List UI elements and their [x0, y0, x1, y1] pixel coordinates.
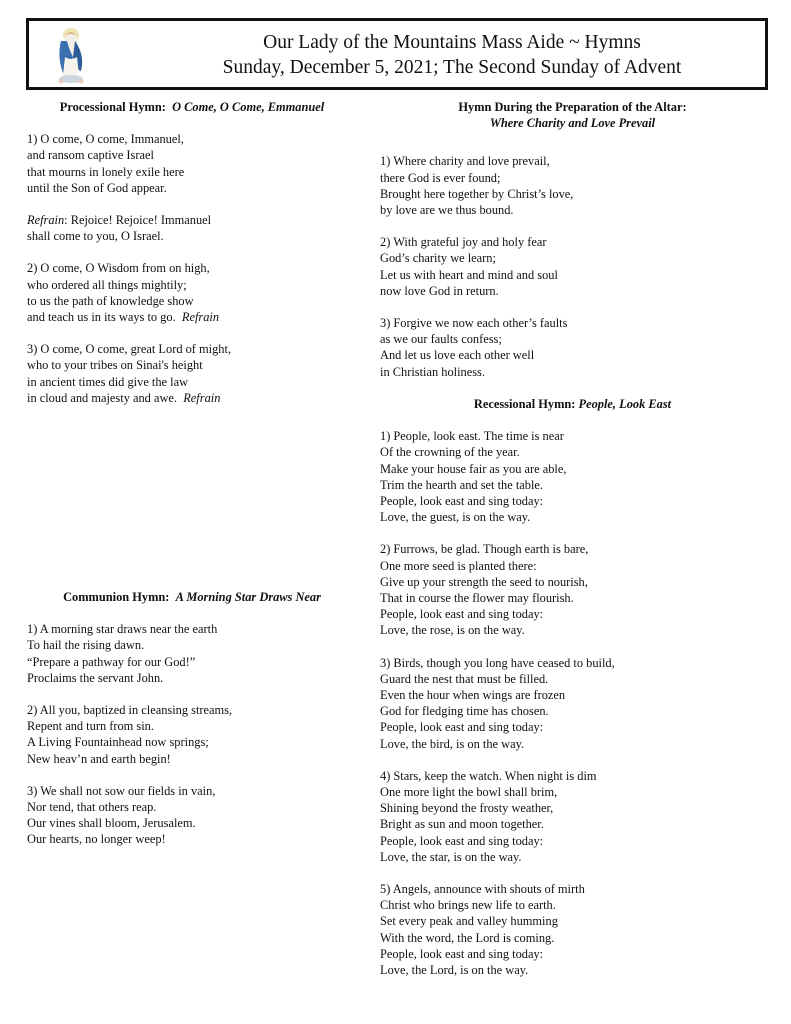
verse-line: People, look east and sing today:: [380, 833, 544, 848]
verse-line: Even the hour when wings are frozen: [380, 688, 566, 703]
verse-line: Guard the nest that must be filled.: [380, 671, 549, 686]
title-line-1: Our Lady of the Mountains Mass Aide ~ Hymns: [263, 32, 641, 53]
offertory-verse-1: [380, 153, 765, 218]
offertory-verse-3: [380, 315, 765, 380]
refrain-line-1: : Rejoice! Rejoice! Immanuel: [64, 213, 212, 228]
verse-line: in Christian holiness.: [380, 364, 485, 379]
verse-line: Repent and turn from sin.: [27, 719, 154, 734]
recessional-name: People, Look East: [578, 397, 672, 411]
communion-name: A Morning Star Draws Near: [175, 590, 321, 604]
verse-line: God for fledging time has chosen.: [380, 704, 549, 719]
recessional-verse-4: [380, 768, 765, 865]
verse-line: 1) Where charity and love prevail,: [380, 154, 550, 169]
verse-line: Proclaims the servant John.: [27, 670, 164, 685]
verse-line: New heav’n and earth begin!: [27, 751, 171, 766]
verse-line: now love God in return.: [380, 283, 499, 298]
title-line-2: Sunday, December 5, 2021; The Second Sunday of Advent: [222, 57, 682, 78]
verse-line: to us the path of knowledge show: [27, 293, 194, 308]
verse-line: and ransom captive Israel: [27, 148, 154, 163]
verse-line: Trim the hearth and set the table.: [380, 477, 543, 492]
verse-line: Give up your strength the seed to nourish,: [380, 574, 588, 589]
recessional-verse-5: [380, 881, 765, 978]
verse-line: To hail the rising dawn.: [27, 638, 145, 653]
communion-block: [27, 589, 357, 848]
verse-line: who to your tribes on Sinai's height: [27, 358, 203, 373]
verse-line: by love are we thus bound.: [380, 203, 514, 218]
offertory-label: Hymn During the Preparation of the Altar:: [458, 100, 687, 114]
verse-line: People, look east and sing today:: [380, 720, 544, 735]
verse-line: People, look east and sing today:: [380, 494, 544, 509]
refrain-cue: Refrain: [181, 310, 220, 325]
left-column: [27, 99, 357, 406]
verse-line: “Prepare a pathway for our God!”: [27, 654, 196, 669]
processional-name: O Come, O Come, Emmanuel: [172, 100, 325, 114]
verse-line: Bright as sun and moon together.: [380, 817, 544, 832]
verse-line: One more seed is planted there:: [380, 558, 537, 573]
verse-line: and teach us in its ways to go.: [27, 310, 176, 325]
verse-line: until the Son of God appear.: [27, 180, 167, 195]
verse-line: in cloud and majesty and awe.: [27, 390, 178, 405]
verse-line: 4) Stars, keep the watch. When night is dim: [380, 768, 597, 783]
verse-line: Love, the rose, is on the way.: [380, 623, 525, 638]
processional-verse-2: [27, 260, 357, 325]
processional-heading: [27, 99, 357, 115]
verse-line: Nor tend, that others reap.: [27, 800, 157, 815]
verse-line: who ordered all things mightily;: [27, 277, 187, 292]
communion-verse-3: [27, 783, 357, 848]
verse-line: Make your house fair as you are able,: [380, 461, 567, 476]
refrain-line-2: shall come to you, O Israel.: [27, 229, 164, 244]
right-column: [380, 99, 765, 380]
communion-label: Communion Hymn:: [63, 590, 170, 604]
verse-line: 1) People, look east. The time is near: [380, 429, 564, 444]
refrain-cue: Refrain: [183, 390, 221, 405]
recessional-verse-3: [380, 655, 765, 752]
verse-line: 3) O come, O come, great Lord of might,: [27, 342, 232, 357]
verse-line: Love, the guest, is on the way.: [380, 510, 531, 525]
verse-line: That in course the flower may flourish.: [380, 591, 574, 606]
recessional-verse-2: [380, 541, 765, 638]
verse-line: 1) O come, O come, Immanuel,: [27, 132, 184, 147]
verse-line: 3) We shall not sow our fields in vain,: [27, 783, 216, 798]
verse-line: One more light the bowl shall brim,: [380, 785, 558, 800]
recessional-heading: [380, 396, 765, 412]
offertory-name: Where Charity and Love Prevail: [489, 116, 656, 131]
processional-label: Processional Hymn:: [59, 100, 166, 114]
refrain-label: Refrain: [27, 213, 65, 228]
verse-line: as we our faults confess;: [380, 332, 502, 347]
processional-verse-1: [27, 131, 357, 196]
madonna-icon: [51, 27, 91, 85]
recessional-verse-1: [380, 428, 765, 525]
verse-line: Love, the star, is on the way.: [380, 849, 522, 864]
offertory-verse-2: [380, 234, 765, 299]
verse-line: Christ who brings new life to earth.: [380, 898, 556, 913]
verse-line: 2) All you, baptized in cleansing streams,: [27, 703, 233, 718]
verse-line: Let us with heart and mind and soul: [380, 267, 558, 282]
verse-line: Set every peak and valley humming: [380, 914, 558, 929]
recessional-block: [380, 396, 765, 978]
verse-line: People, look east and sing today:: [380, 607, 544, 622]
verse-line: Shining beyond the frosty weather,: [380, 801, 554, 816]
verse-line: 2) O come, O Wisdom from on high,: [27, 261, 210, 276]
verse-line: Love, the Lord, is on the way.: [380, 963, 529, 978]
verse-line: in ancient times did give the law: [27, 374, 189, 389]
verse-line: 2) Furrows, be glad. Though earth is bare,: [380, 542, 589, 557]
recessional-label: Recessional Hymn:: [473, 397, 576, 411]
verse-line: Brought here together by Christ’s love,: [380, 186, 574, 201]
page-title: [149, 30, 755, 80]
communion-verse-1: [27, 621, 357, 686]
offertory-heading: [380, 99, 765, 131]
verse-line: 5) Angels, announce with shouts of mirth: [380, 882, 585, 897]
verse-line: Our vines shall bloom, Jerusalem.: [27, 816, 196, 831]
verse-line: that mourns in lonely exile here: [27, 164, 185, 179]
verse-line: A Living Fountainhead now springs;: [27, 735, 209, 750]
verse-line: 3) Forgive we now each other’s faults: [380, 316, 568, 331]
processional-verse-3: [27, 341, 357, 406]
verse-line: Our hearts, no longer weep!: [27, 832, 166, 847]
verse-line: 2) With grateful joy and holy fear: [380, 235, 547, 250]
header-box: [26, 18, 768, 90]
communion-heading: [27, 589, 357, 605]
verse-line: God’s charity we learn;: [380, 251, 496, 266]
verse-line: 1) A morning star draws near the earth: [27, 622, 218, 637]
verse-line: Love, the bird, is on the way.: [380, 736, 525, 751]
verse-line: With the word, the Lord is coming.: [380, 930, 555, 945]
verse-line: there God is ever found;: [380, 170, 501, 185]
verse-line: And let us love each other well: [380, 348, 535, 363]
verse-line: Of the crowning of the year.: [380, 445, 520, 460]
processional-refrain: [27, 212, 357, 244]
communion-verse-2: [27, 702, 357, 767]
verse-line: 3) Birds, though you long have ceased to build,: [380, 655, 615, 670]
verse-line: People, look east and sing today:: [380, 946, 544, 961]
